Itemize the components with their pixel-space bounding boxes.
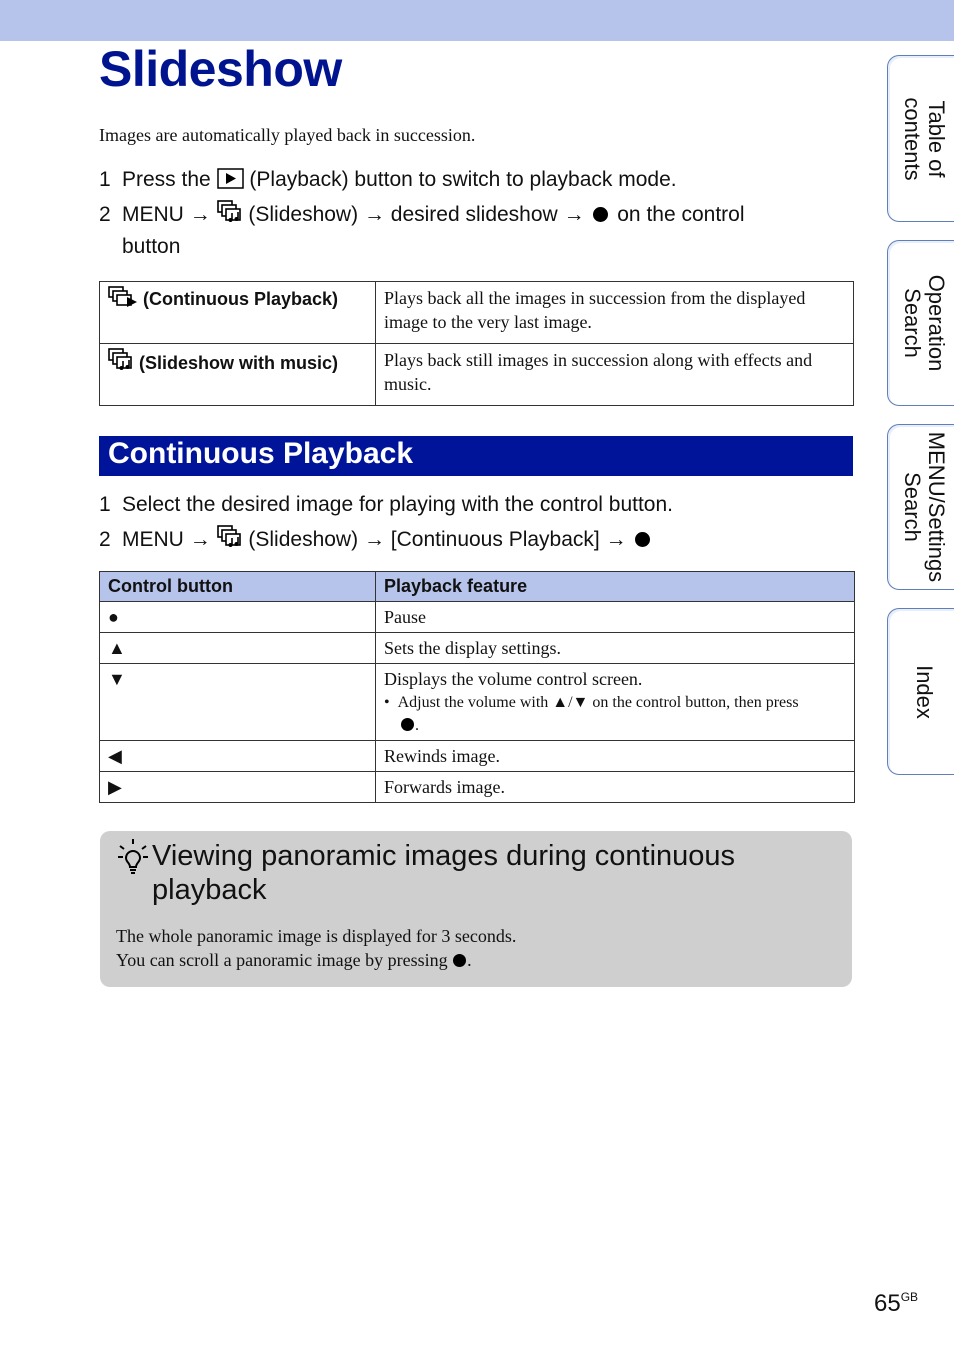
bullet-note: • Adjust the volume with ▲/▼ on the control button, then press . (384, 694, 799, 734)
section-heading: Continuous Playback (99, 436, 853, 476)
table-row (100, 602, 855, 633)
arrow-icon: → (189, 528, 211, 551)
slideshow-modes-table (99, 281, 854, 406)
table-row (100, 633, 855, 664)
playback-icon (217, 168, 244, 197)
step-1: 1 Press the (Playback) button to switch to playback mode. (99, 165, 677, 197)
table-row: (Slideshow with music) Plays back still images in succession along with effects and music. (100, 344, 854, 406)
table-row: (Continuous Playback) Plays back all the images in succession from the displayed image to the very last image. (100, 282, 854, 344)
button-cell: ● (100, 602, 376, 633)
control-button-table (99, 571, 855, 803)
tab-index[interactable]: Index (887, 608, 954, 775)
button-cell: ▲ (100, 633, 376, 664)
table-row (100, 741, 855, 772)
table-row (100, 664, 855, 741)
page-number: $65^{GB}$ (874, 1290, 919, 1317)
feature-cell: Pause (376, 602, 855, 633)
hint-body: The whole panoramic image is displayed for 3 seconds. You can scroll a panoramic image by pressing . (116, 926, 517, 970)
feature-cell: Displays the volume control screen. • Adjust the volume with ▲/▼ on the control button, then press . (376, 664, 855, 741)
arrow-icon: → (363, 203, 385, 226)
column-header: Playback feature (376, 572, 855, 602)
page-title: Slideshow (99, 41, 342, 97)
intro-text: Images are automatically played back in succession. (99, 125, 476, 145)
continuous-playback-icon (108, 286, 138, 313)
button-cell: ◀ (100, 741, 376, 772)
column-header: Control button (100, 572, 376, 602)
hint-title: Viewing panoramic images during continuous playback (152, 840, 736, 906)
tab-menu-settings-search[interactable]: MENU/Settings Search (887, 424, 954, 590)
center-button-icon (401, 718, 414, 731)
table-row (100, 772, 855, 803)
slideshow-icon (217, 200, 243, 232)
top-band (0, 0, 954, 41)
step-2: 2 MENU → (Slideshow) → desired slideshow → on the control button (99, 200, 745, 261)
arrow-icon: → (605, 528, 627, 551)
step-b-1: 1 Select the desired image for playing with the control button. (99, 493, 673, 516)
feature-cell: Rewinds image. (376, 741, 855, 772)
tab-operation-search[interactable]: Operation Search (887, 240, 954, 406)
feature-cell: Forwards image. (376, 772, 855, 803)
button-cell: ▶ (100, 772, 376, 803)
arrow-icon: → (563, 203, 585, 226)
arrow-icon: → (363, 528, 385, 551)
button-cell: ▼ (100, 664, 376, 741)
feature-cell: Sets the display settings. (376, 633, 855, 664)
center-button-icon (635, 532, 650, 547)
center-button-icon (593, 207, 608, 222)
hint-bulb-icon (116, 837, 150, 880)
music-slideshow-icon (108, 348, 134, 377)
tab-table-of-contents[interactable]: Table of contents (887, 55, 954, 222)
slideshow-icon (217, 525, 243, 557)
hint-box (100, 831, 852, 987)
table-header-row (100, 572, 855, 602)
center-button-icon (453, 954, 466, 967)
arrow-icon: → (189, 203, 211, 226)
step-b-2: 2 MENU → (Slideshow) → [Continuous Playback] → (99, 525, 653, 557)
